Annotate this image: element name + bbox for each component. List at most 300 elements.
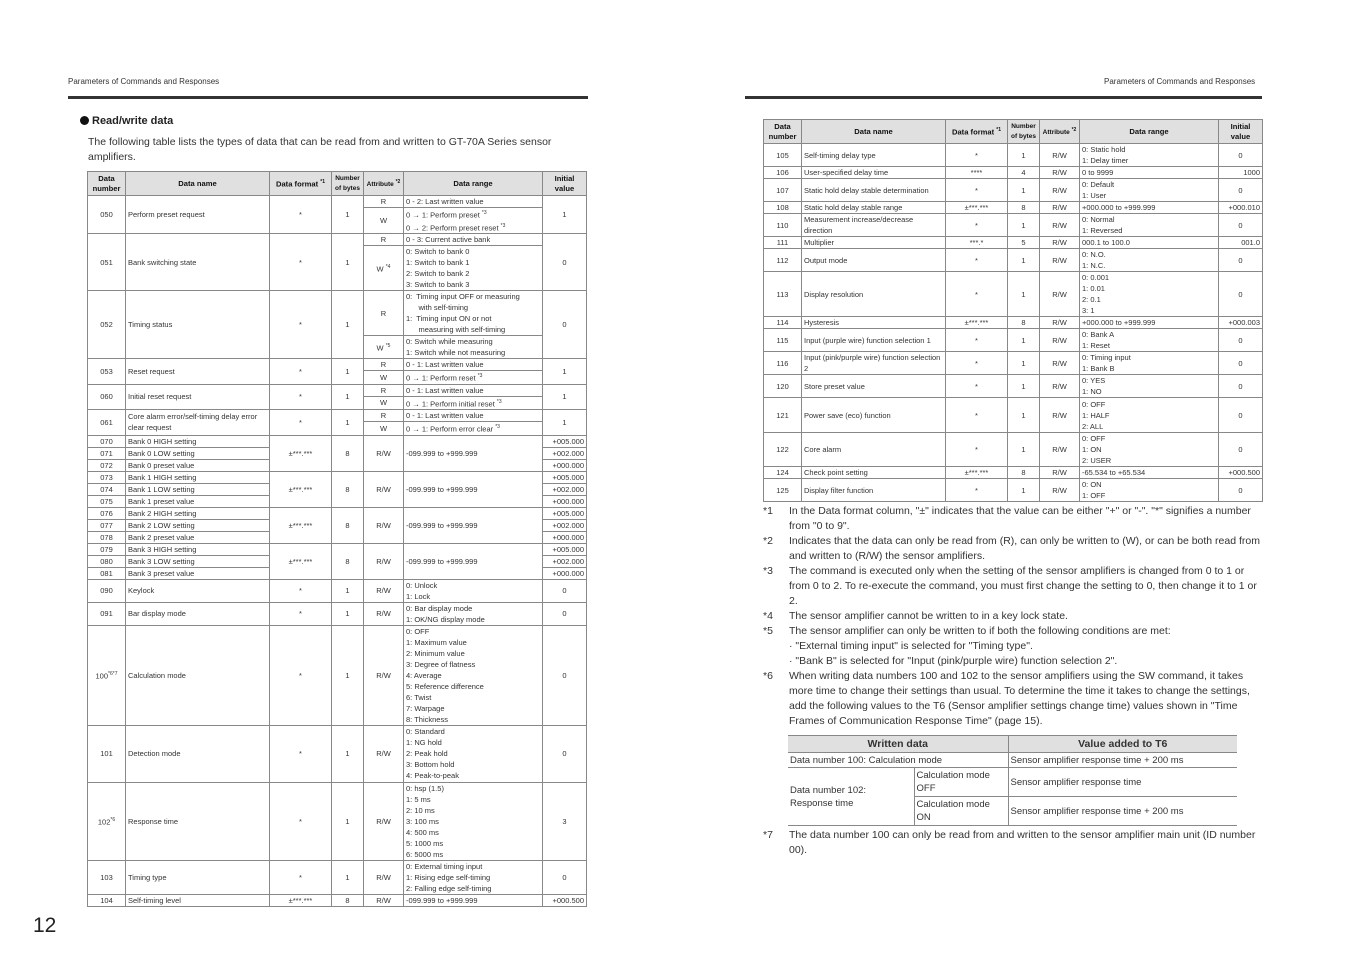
footnote-text: The data number 100 can only be read from and written to the sensor amplifier main unit (ID number 00). <box>789 829 1256 856</box>
col-data-format: Data format $^{*1}$ <box>270 172 332 196</box>
col-data-name: Data name <box>126 172 270 196</box>
footnote-text: The sensor amplifier cannot be written to in a key lock state. <box>789 610 1068 622</box>
data-format: * <box>946 272 1008 317</box>
data-range: 0 to 9999 <box>1080 167 1219 179</box>
table-row <box>88 860 587 894</box>
initial-value: 001.0 <box>1219 237 1263 249</box>
attribute: R <box>364 359 404 371</box>
data-format: * <box>270 602 332 625</box>
initial-value: +000.010 <box>1219 202 1263 214</box>
data-number: 102$^{*6}$ <box>88 782 126 860</box>
attribute: R/W <box>1040 249 1080 272</box>
initial-value: +005.000 <box>543 435 587 447</box>
data-name-cell: Hysteresis <box>802 317 946 329</box>
initial-value: +005.000 <box>543 543 587 555</box>
data-number: 052 <box>88 291 126 359</box>
number-of-bytes: 1 <box>332 579 364 602</box>
data-number: 121 <box>764 398 802 433</box>
initial-value: +002.000 <box>543 555 587 567</box>
data-name-cell: Display resolution <box>802 272 946 317</box>
initial-value: 0 <box>543 725 587 782</box>
data-number: 071 <box>88 447 126 459</box>
initial-value: 0 <box>543 291 587 359</box>
attribute: W <box>364 396 404 410</box>
number-of-bytes: 1 <box>332 384 364 410</box>
footnote-text: Indicates that the data can only be read from (R), can only be written to (W), or can be both read from and written to (R/W) the sensor amplifiers. <box>789 535 1260 562</box>
table-row <box>764 375 1263 398</box>
attribute: R/W <box>1040 433 1080 467</box>
data-name-cell: Response time <box>126 782 270 860</box>
number-of-bytes: 1 <box>332 234 364 291</box>
data-format: ±***.*** <box>946 317 1008 329</box>
data-number: 075 <box>88 495 126 507</box>
initial-value: 0 <box>543 234 587 291</box>
t6-head-value-added: Value added to T6 <box>1008 736 1237 753</box>
initial-value: 0 <box>543 625 587 725</box>
footnote-item <box>763 639 1261 654</box>
data-number: 112 <box>764 249 802 272</box>
data-range: -65.534 to +65.534 <box>1080 467 1219 479</box>
attribute: R/W <box>364 579 404 602</box>
data-name-cell: Detection mode <box>126 725 270 782</box>
number-of-bytes: 8 <box>332 435 364 471</box>
initial-value: 1 <box>543 410 587 436</box>
data-format: ±***.*** <box>270 543 332 579</box>
number-of-bytes: 8 <box>332 507 364 543</box>
attribute: R/W <box>1040 317 1080 329</box>
attribute: R/W <box>364 894 404 906</box>
data-format: * <box>270 860 332 894</box>
footnote-text: In the Data format column, "±" indicates that the value can be either "+" or "-". "*" signifies a number from "0 to 9". <box>789 505 1251 532</box>
data-name-cell: Output mode <box>802 249 946 272</box>
section-heading <box>80 115 173 127</box>
table-row <box>88 435 587 447</box>
initial-value: 0 <box>1219 214 1263 237</box>
data-range: -099.999 to +999.999 <box>404 894 543 906</box>
data-number: 091 <box>88 602 126 625</box>
data-range: 0: External timing input 1: Rising edge self-timing 2: Falling edge self-timing <box>404 860 543 894</box>
attribute: W <box>364 371 404 385</box>
data-number: 125 <box>764 479 802 502</box>
data-number: 116 <box>764 352 802 375</box>
bullet-icon <box>80 116 89 125</box>
data-format: ±***.*** <box>270 507 332 543</box>
number-of-bytes: 1 <box>1008 249 1040 272</box>
data-format: * <box>270 234 332 291</box>
col-data-range: Data range <box>404 172 543 196</box>
number-of-bytes: 1 <box>1008 398 1040 433</box>
footnote-item <box>763 828 1261 858</box>
data-format: ±***.*** <box>946 202 1008 214</box>
data-format: * <box>270 725 332 782</box>
data-range: 0: Bar display mode 1: OK/NG display mode <box>404 602 543 625</box>
attribute: W $^{*5}$ <box>364 336 404 359</box>
initial-value: +000.500 <box>1219 467 1263 479</box>
table-row <box>764 329 1263 352</box>
initial-value: +005.000 <box>543 471 587 483</box>
data-number: 061 <box>88 410 126 436</box>
initial-value: 0 <box>543 579 587 602</box>
data-name-cell: Timing status <box>126 291 270 359</box>
t6-row2b-mode: Calculation mode ON <box>914 797 1008 826</box>
data-number: 103 <box>88 860 126 894</box>
initial-value: 0 <box>1219 398 1263 433</box>
data-name-cell: Multiplier <box>802 237 946 249</box>
number-of-bytes: 1 <box>332 291 364 359</box>
data-name-cell: Static hold delay stable determination <box>802 179 946 202</box>
data-number: 107 <box>764 179 802 202</box>
table-row <box>764 467 1263 479</box>
initial-value: +005.000 <box>543 507 587 519</box>
table-row <box>88 625 587 725</box>
initial-value: 1 <box>543 196 587 234</box>
data-number: 073 <box>88 471 126 483</box>
attribute: R/W <box>1040 352 1080 375</box>
data-format: * <box>270 384 332 410</box>
data-number: 108 <box>764 202 802 214</box>
data-name-cell: Measurement increase/decrease direction <box>802 214 946 237</box>
data-number: 081 <box>88 567 126 579</box>
footnote-7 <box>763 828 1261 858</box>
data-format: * <box>270 410 332 436</box>
footnote-item <box>763 624 1261 639</box>
attribute: W <box>364 208 404 234</box>
data-name-cell: Bank 0 LOW setting <box>126 447 270 459</box>
initial-value: 0 <box>1219 272 1263 317</box>
data-name-cell: Bar display mode <box>126 602 270 625</box>
table-row <box>764 179 1263 202</box>
footnote-text: When writing data numbers 100 and 102 to the sensor amplifiers using the SW command, it takes more time to change their settings than usual. To determine the time it takes to change the settings, add the following values to the T6 (Sensor amplifier settings change time) values shown in "Time Frames of Communication Response Time" (page 15). <box>789 670 1250 727</box>
footnote-text: · "External timing input" is selected for "Timing type". <box>789 640 1033 652</box>
data-name-cell: Perform preset request <box>126 196 270 234</box>
footnote-item <box>763 504 1261 534</box>
data-name-cell: Check point setting <box>802 467 946 479</box>
data-name-cell: Power save (eco) function <box>802 398 946 433</box>
data-range: 0: hsp (1.5) 1: 5 ms 2: 10 ms 3: 100 ms 4: 500 ms 5: 1000 ms 6: 5000 ms <box>404 782 543 860</box>
footnote-item <box>763 669 1261 729</box>
table-row <box>88 543 587 555</box>
data-name-cell: Self-timing delay type <box>802 144 946 167</box>
data-number: 122 <box>764 433 802 467</box>
data-name-cell: Bank 2 HIGH setting <box>126 507 270 519</box>
attribute: R/W <box>364 625 404 725</box>
data-format: * <box>946 375 1008 398</box>
data-range: -099.999 to +999.999 <box>404 543 543 579</box>
t6-head-written-data: Written data <box>788 736 1008 753</box>
number-of-bytes: 1 <box>332 782 364 860</box>
data-name-cell: Bank 0 HIGH setting <box>126 435 270 447</box>
number-of-bytes: 1 <box>332 196 364 234</box>
data-format: * <box>946 214 1008 237</box>
data-format: * <box>946 352 1008 375</box>
attribute: R <box>364 291 404 336</box>
footnote-item <box>763 534 1261 564</box>
data-range: -099.999 to +999.999 <box>404 471 543 507</box>
data-name-cell: Reset request <box>126 359 270 385</box>
data-name-cell: Bank 1 HIGH setting <box>126 471 270 483</box>
data-number: 053 <box>88 359 126 385</box>
data-name-cell: Core alarm <box>802 433 946 467</box>
data-format: * <box>946 398 1008 433</box>
table-row <box>764 479 1263 502</box>
page-number: 12 <box>33 914 57 937</box>
number-of-bytes: 1 <box>332 410 364 436</box>
header-right: Parameters of Commands and Responses <box>1104 77 1256 86</box>
data-range: 0 - 1: Last written value <box>404 359 543 371</box>
footnote-label <box>763 639 789 654</box>
data-range: 0: N.O. 1: N.C. <box>1080 249 1219 272</box>
initial-value: 0 <box>1219 375 1263 398</box>
attribute: R/W <box>364 507 404 543</box>
initial-value: 0 <box>1219 179 1263 202</box>
table-row <box>88 894 587 906</box>
number-of-bytes: 5 <box>1008 237 1040 249</box>
data-format: **** <box>946 167 1008 179</box>
data-format: * <box>270 196 332 234</box>
data-format: * <box>946 329 1008 352</box>
data-format: * <box>270 579 332 602</box>
col-initial-value: Initial value <box>543 172 587 196</box>
table-row <box>88 196 587 208</box>
data-name-cell: Store preset value <box>802 375 946 398</box>
table-row <box>88 359 587 371</box>
data-number: 080 <box>88 555 126 567</box>
number-of-bytes: 1 <box>1008 179 1040 202</box>
data-number: 120 <box>764 375 802 398</box>
initial-value: +000.000 <box>543 567 587 579</box>
initial-value: 0 <box>1219 352 1263 375</box>
table-row <box>88 410 587 422</box>
footnote-label: *6 <box>763 670 773 682</box>
table-row <box>764 144 1263 167</box>
number-of-bytes: 8 <box>332 894 364 906</box>
number-of-bytes: 8 <box>1008 202 1040 214</box>
data-range: 0: 0.001 1: 0.01 2: 0.1 3: 1 <box>1080 272 1219 317</box>
initial-value: 0 <box>1219 144 1263 167</box>
data-name-cell: Bank 2 LOW setting <box>126 519 270 531</box>
header-rule-left <box>68 96 588 99</box>
data-number: 051 <box>88 234 126 291</box>
number-of-bytes: 1 <box>1008 433 1040 467</box>
initial-value: 1 <box>543 384 587 410</box>
header-rule-right <box>745 96 1262 99</box>
initial-value: 0 <box>543 602 587 625</box>
data-range: 0 → 1: Perform initial reset $^{*3}$ <box>404 396 543 410</box>
initial-value: +000.003 <box>1219 317 1263 329</box>
table-row <box>88 234 587 246</box>
data-format: ±***.*** <box>270 471 332 507</box>
attribute: R/W <box>364 782 404 860</box>
data-name-cell: Bank 3 preset value <box>126 567 270 579</box>
initial-value: 1 <box>543 359 587 385</box>
data-range: 0: Standard 1: NG hold 2: Peak hold 3: Bottom hold 4: Peak-to-peak <box>404 725 543 782</box>
data-number: 111 <box>764 237 802 249</box>
data-name-cell: Input (purple wire) function selection 1 <box>802 329 946 352</box>
attribute: R/W <box>1040 398 1080 433</box>
data-number: 077 <box>88 519 126 531</box>
number-of-bytes: 1 <box>1008 375 1040 398</box>
data-name-cell: Initial reset request <box>126 384 270 410</box>
table-row <box>764 317 1263 329</box>
number-of-bytes: 1 <box>332 359 364 385</box>
data-range: 000.1 to 100.0 <box>1080 237 1219 249</box>
col-bytes: Number of bytes <box>1008 120 1040 144</box>
data-name-cell: User-specified delay time <box>802 167 946 179</box>
initial-value: +002.000 <box>543 519 587 531</box>
footnote-label <box>763 654 789 669</box>
data-range: 0: Timing input 1: Bank B <box>1080 352 1219 375</box>
data-range: 0 → 1: Perform reset $^{*3}$ <box>404 371 543 385</box>
data-range: -099.999 to +999.999 <box>404 507 543 543</box>
data-format: ***.* <box>946 237 1008 249</box>
table-row <box>88 291 587 336</box>
table-row <box>764 167 1263 179</box>
data-number: 114 <box>764 317 802 329</box>
data-range: 0 - 3: Current active bank <box>404 234 543 246</box>
table-row <box>88 602 587 625</box>
data-format: * <box>270 359 332 385</box>
col-attribute: Attribute $^{*2}$ <box>1040 120 1080 144</box>
read-write-data-table-left <box>87 171 587 907</box>
data-range: 0: ON 1: OFF <box>1080 479 1219 502</box>
footnote-label: *2 <box>763 535 773 547</box>
data-number: 060 <box>88 384 126 410</box>
t6-row2a-value: Sensor amplifier response time <box>1008 768 1237 797</box>
data-number: 101 <box>88 725 126 782</box>
data-name-cell: Input (pink/purple wire) function selection 2 <box>802 352 946 375</box>
number-of-bytes: 1 <box>1008 214 1040 237</box>
data-number: 072 <box>88 459 126 471</box>
data-range: 0: Bank A 1: Reset <box>1080 329 1219 352</box>
attribute: R/W <box>1040 375 1080 398</box>
read-write-data-table-right <box>763 119 1263 502</box>
initial-value: 3 <box>543 782 587 860</box>
attribute: R <box>364 410 404 422</box>
data-format: ±***.*** <box>946 467 1008 479</box>
data-format: ±***.*** <box>270 435 332 471</box>
footnote-text: The sensor amplifier can only be written to if both the following conditions are met: <box>789 625 1171 637</box>
attribute: R/W <box>364 602 404 625</box>
data-range: +000.000 to +999.999 <box>1080 202 1219 214</box>
attribute: R/W <box>364 435 404 471</box>
initial-value: +000.500 <box>543 894 587 906</box>
attribute: R/W <box>1040 272 1080 317</box>
t6-row1-value: Sensor amplifier response time + 200 ms <box>1008 753 1237 768</box>
attribute: W $^{*4}$ <box>364 246 404 291</box>
initial-value: 0 <box>1219 329 1263 352</box>
data-name-cell: Bank 0 preset value <box>126 459 270 471</box>
data-number: 078 <box>88 531 126 543</box>
data-range: 0: OFF 1: HALF 2: ALL <box>1080 398 1219 433</box>
number-of-bytes: 1 <box>1008 352 1040 375</box>
data-format: * <box>270 782 332 860</box>
attribute: R/W <box>1040 467 1080 479</box>
col-data-number: Data number <box>764 120 802 144</box>
footnote-label: *4 <box>763 610 773 622</box>
number-of-bytes: 1 <box>332 860 364 894</box>
data-name-cell: Bank 1 preset value <box>126 495 270 507</box>
data-number: 106 <box>764 167 802 179</box>
data-number: 076 <box>88 507 126 519</box>
table-row <box>764 202 1263 214</box>
data-range: 0: OFF 1: ON 2: USER <box>1080 433 1219 467</box>
data-name-cell: Self-timing level <box>126 894 270 906</box>
table-row <box>764 237 1263 249</box>
table-row <box>88 725 587 782</box>
data-name-cell: Display filter function <box>802 479 946 502</box>
initial-value: +000.000 <box>543 495 587 507</box>
data-name-cell: Calculation mode <box>126 625 270 725</box>
data-range: -099.999 to +999.999 <box>404 435 543 471</box>
attribute: R <box>364 234 404 246</box>
data-number: $100^{*6*7}$ <box>88 625 126 725</box>
t6-added-time-table <box>788 735 1237 826</box>
footnote-item <box>763 609 1261 624</box>
col-data-format: Data format $^{*1}$ <box>946 120 1008 144</box>
footnote-text: The command is executed only when the setting of the sensor amplifiers is changed from 0 to 1 or from 0 to 2. To re-execute the command, you must first change the setting to 0, then change it to 1 or 2. <box>789 565 1257 607</box>
data-name-cell: Core alarm error/self-timing delay error clear request <box>126 410 270 436</box>
table-row <box>88 471 587 483</box>
col-attribute: Attribute $^{*2}$ <box>364 172 404 196</box>
table-row <box>88 384 587 396</box>
data-number: 050 <box>88 196 126 234</box>
initial-value: 0 <box>1219 479 1263 502</box>
number-of-bytes: 1 <box>1008 272 1040 317</box>
number-of-bytes: 1 <box>332 725 364 782</box>
data-format: ±***.*** <box>270 894 332 906</box>
col-data-range: Data range <box>1080 120 1219 144</box>
data-number: 105 <box>764 144 802 167</box>
number-of-bytes: 8 <box>332 543 364 579</box>
data-number: 115 <box>764 329 802 352</box>
table-row <box>764 352 1263 375</box>
attribute: R/W <box>1040 479 1080 502</box>
data-name-cell: Static hold delay stable range <box>802 202 946 214</box>
footnote-label: *3 <box>763 565 773 577</box>
footnote-item <box>763 654 1261 669</box>
attribute: W <box>364 422 404 436</box>
data-range: 0: YES 1: NO <box>1080 375 1219 398</box>
data-range: 0 - 2: Last written value <box>404 196 543 208</box>
data-number: 110 <box>764 214 802 237</box>
data-range: 0 - 1: Last written value <box>404 384 543 396</box>
data-range: 0 → 1: Perform error clear $^{*3}$ <box>404 422 543 436</box>
attribute: R/W <box>1040 144 1080 167</box>
section-title: Read/write data <box>92 115 174 127</box>
number-of-bytes: 1 <box>332 625 364 725</box>
data-name-cell: Timing type <box>126 860 270 894</box>
data-number: 113 <box>764 272 802 317</box>
footnote-item <box>763 564 1261 609</box>
t6-row1-written: Data number 100: Calculation mode <box>788 753 1008 768</box>
data-number: 124 <box>764 467 802 479</box>
attribute: R/W <box>364 471 404 507</box>
initial-value: +002.000 <box>543 483 587 495</box>
number-of-bytes: 1 <box>1008 144 1040 167</box>
data-range: 0: Default 1: User <box>1080 179 1219 202</box>
initial-value: 0 <box>1219 249 1263 272</box>
col-data-number: Data number <box>88 172 126 196</box>
data-name-cell: Keylock <box>126 579 270 602</box>
table-row <box>764 214 1263 237</box>
number-of-bytes: 8 <box>1008 317 1040 329</box>
data-range: 0 - 1: Last written value <box>404 410 543 422</box>
data-name-cell: Bank switching state <box>126 234 270 291</box>
t6-row2b-value: Sensor amplifier response time + 200 ms <box>1008 797 1237 826</box>
attribute: R/W <box>1040 202 1080 214</box>
table-row <box>88 579 587 602</box>
data-format: * <box>946 249 1008 272</box>
